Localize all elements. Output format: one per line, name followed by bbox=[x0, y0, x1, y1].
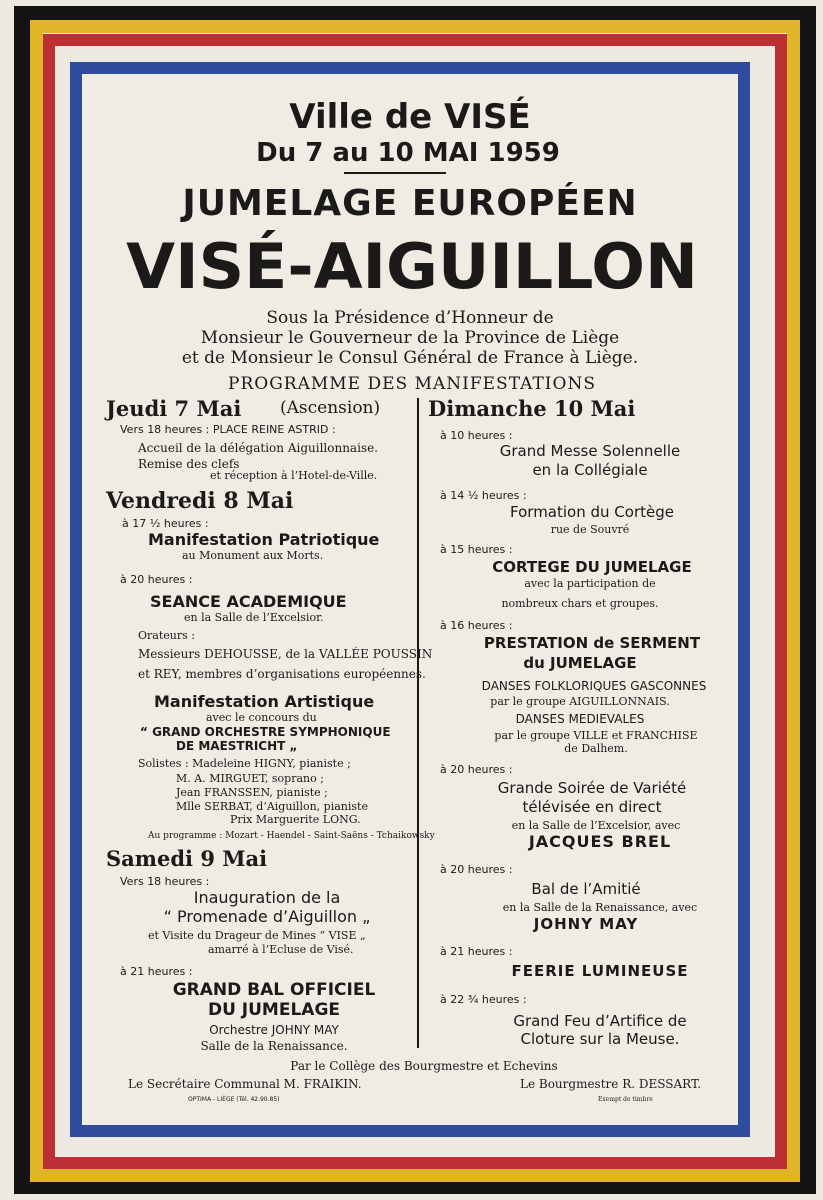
sunday-feerie: FEERIE LUMINEUSE bbox=[511, 962, 689, 980]
date-title: Du 7 au 10 MAI 1959 bbox=[256, 138, 560, 168]
saturday-orchestra: Orchestre JOHNY MAY bbox=[209, 1023, 339, 1037]
sunday-bal-amitie: Bal de l’Amitié bbox=[531, 880, 641, 898]
sunday-danses-medievales: DANSES MEDIEVALES bbox=[515, 712, 645, 726]
friday-speakers-1: Messieurs DEHOUSSE, de la VALLÉE POUSSIN bbox=[138, 647, 433, 661]
sunday-chars: nombreux chars et groupes. bbox=[501, 597, 659, 610]
soloist-5: Prix Marguerite LONG. bbox=[230, 813, 361, 826]
footer-printer: OPTIMA - LIÈGE (Tél. 42.90.85) bbox=[188, 1096, 280, 1103]
footer-stamp: Exempt de timbre bbox=[598, 1096, 653, 1103]
day-thursday: Jeudi 7 Mai bbox=[106, 396, 242, 421]
city-title: Ville de VISÉ bbox=[289, 97, 531, 137]
friday-seance: SEANCE ACADEMIQUE bbox=[150, 592, 347, 611]
saturday-bal: GRAND BAL OFFICIEL bbox=[172, 980, 376, 1000]
saturday-drageur: et Visite du Drageur de Mines “ VISE „ bbox=[148, 929, 366, 942]
sunday-serment: PRESTATION de SERMENT bbox=[483, 634, 701, 652]
event-title: JUMELAGE EUROPÉEN bbox=[182, 183, 638, 224]
day-saturday: Samedi 9 Mai bbox=[106, 846, 268, 871]
friday-orchestra-1: “ GRAND ORCHESTRE SYMPHONIQUE bbox=[140, 725, 391, 739]
friday-orchestra-2: DE MAESTRICHT „ bbox=[176, 739, 298, 753]
sunday-televisee: télévisée en direct bbox=[522, 798, 662, 816]
sunday-participation: avec la participation de bbox=[524, 577, 656, 590]
friday-excelsior: en la Salle de l’Excelsior. bbox=[184, 611, 324, 624]
saturday-inauguration: Inauguration de la bbox=[193, 888, 341, 907]
saturday-salle: Salle de la Renaissance. bbox=[200, 1039, 348, 1053]
time-sunday-5: à 20 heures : bbox=[440, 763, 513, 776]
soloist-4: Mlle SERBAT, d’Aiguillon, pianiste bbox=[176, 800, 368, 813]
friday-orateurs: Orateurs : bbox=[138, 629, 195, 642]
time-sunday-8: à 22 ³⁄₄ heures : bbox=[440, 993, 527, 1006]
time-sunday-6: à 20 heures : bbox=[440, 863, 513, 876]
friday-speakers-2: et REY, membres d’organisations européennes. bbox=[138, 667, 426, 681]
footer-college: Par le Collège des Bourgmestre et Echevins bbox=[290, 1059, 558, 1073]
friday-patriotique: Manifestation Patriotique bbox=[148, 530, 380, 549]
sunday-souvre: rue de Souvré bbox=[550, 523, 630, 536]
time-friday-1: à 17 ¹⁄₂ heures : bbox=[122, 517, 209, 530]
sunday-formation: Formation du Cortège bbox=[510, 503, 674, 521]
thursday-line-1: Accueil de la délégation Aiguillonnaise. bbox=[138, 441, 378, 455]
time-sunday-1: à 10 heures : bbox=[440, 429, 513, 442]
day-friday: Vendredi 8 Mai bbox=[106, 488, 294, 514]
ascension-note: (Ascension) bbox=[280, 398, 381, 418]
time-sunday-2: à 14 ¹⁄₂ heures : bbox=[440, 489, 527, 502]
sunday-brel: JACQUES BREL bbox=[528, 832, 672, 851]
sunday-ville-franchise: par le groupe VILLE et FRANCHISE bbox=[494, 729, 698, 742]
column-divider bbox=[417, 398, 419, 1048]
soloist-3: Jean FRANSSEN, pianiste ; bbox=[176, 786, 328, 799]
sunday-messe: Grand Messe Solennelle bbox=[499, 442, 681, 460]
time-saturday-2: à 21 heures : bbox=[120, 965, 193, 978]
sunday-cortege: CORTEGE DU JUMELAGE bbox=[492, 558, 692, 576]
sunday-johny-may: JOHNY MAY bbox=[533, 915, 639, 933]
time-saturday-1: Vers 18 heures : bbox=[120, 875, 210, 888]
soloist-1: Solistes : Madeleine HIGNY, pianiste ; bbox=[138, 757, 351, 770]
sunday-dalhem: de Dalhem. bbox=[564, 742, 628, 755]
soloist-2: M. A. MIRGUET, soprano ; bbox=[176, 772, 324, 785]
time-thursday: Vers 18 heures : PLACE REINE ASTRID : bbox=[120, 423, 336, 436]
time-sunday-7: à 21 heures : bbox=[440, 945, 513, 958]
friday-monument: au Monument aux Morts. bbox=[182, 549, 324, 562]
day-sunday: Dimanche 10 Mai bbox=[428, 396, 636, 421]
sunday-renaissance: en la Salle de la Renaissance, avec bbox=[502, 901, 698, 914]
sunday-meuse: Cloture sur la Meuse. bbox=[520, 1030, 680, 1048]
friday-programme: Au programme : Mozart - Haendel - Saint-Saëns - Tchaikowsky bbox=[148, 831, 435, 841]
saturday-ecluse: amarré à l’Ecluse de Visé. bbox=[208, 943, 354, 956]
friday-concours: avec le concours du bbox=[206, 711, 317, 724]
time-sunday-3: à 15 heures : bbox=[440, 543, 513, 556]
footer-bourgmestre: Le Bourgmestre R. DESSART. bbox=[520, 1077, 702, 1091]
programme-heading: PROGRAMME DES MANIFESTATIONS bbox=[228, 374, 596, 394]
saturday-promenade: “ Promenade d’Aiguillon „ bbox=[163, 907, 371, 926]
title-underline bbox=[344, 172, 446, 174]
friday-artistique: Manifestation Artistique bbox=[154, 692, 375, 711]
sunday-feu-artifice: Grand Feu d’Artifice de bbox=[513, 1012, 687, 1030]
time-sunday-4: à 16 heures : bbox=[440, 619, 513, 632]
sunday-soiree: Grande Soirée de Variété bbox=[497, 779, 687, 797]
presidency-line-1: Sous la Présidence d’Honneur de bbox=[266, 308, 554, 328]
sunday-du-jumelage: du JUMELAGE bbox=[523, 654, 637, 672]
sunday-aiguillonnais: par le groupe AIGUILLONNAIS. bbox=[490, 695, 670, 708]
sunday-danses-gasconnes: DANSES FOLKLORIQUES GASCONNES bbox=[481, 679, 707, 693]
saturday-jumelage: DU JUMELAGE bbox=[207, 1000, 341, 1020]
footer-secretaire: Le Secrétaire Communal M. FRAIKIN. bbox=[128, 1077, 362, 1091]
presidency-line-2: Monsieur le Gouverneur de la Province de Liège bbox=[200, 328, 620, 348]
sunday-excelsior: en la Salle de l’Excelsior, avec bbox=[511, 819, 681, 832]
presidency-line-3: et de Monsieur le Consul Général de France à Liège. bbox=[181, 348, 639, 368]
thursday-line-2: Remise des clefs bbox=[138, 457, 240, 471]
sunday-collegiale: en la Collégiale bbox=[532, 461, 648, 479]
time-friday-2: à 20 heures : bbox=[120, 573, 193, 586]
towns-title: VISÉ-AIGUILLON bbox=[126, 230, 698, 303]
thursday-line-3: et réception à l’Hotel-de-Ville. bbox=[210, 469, 378, 482]
